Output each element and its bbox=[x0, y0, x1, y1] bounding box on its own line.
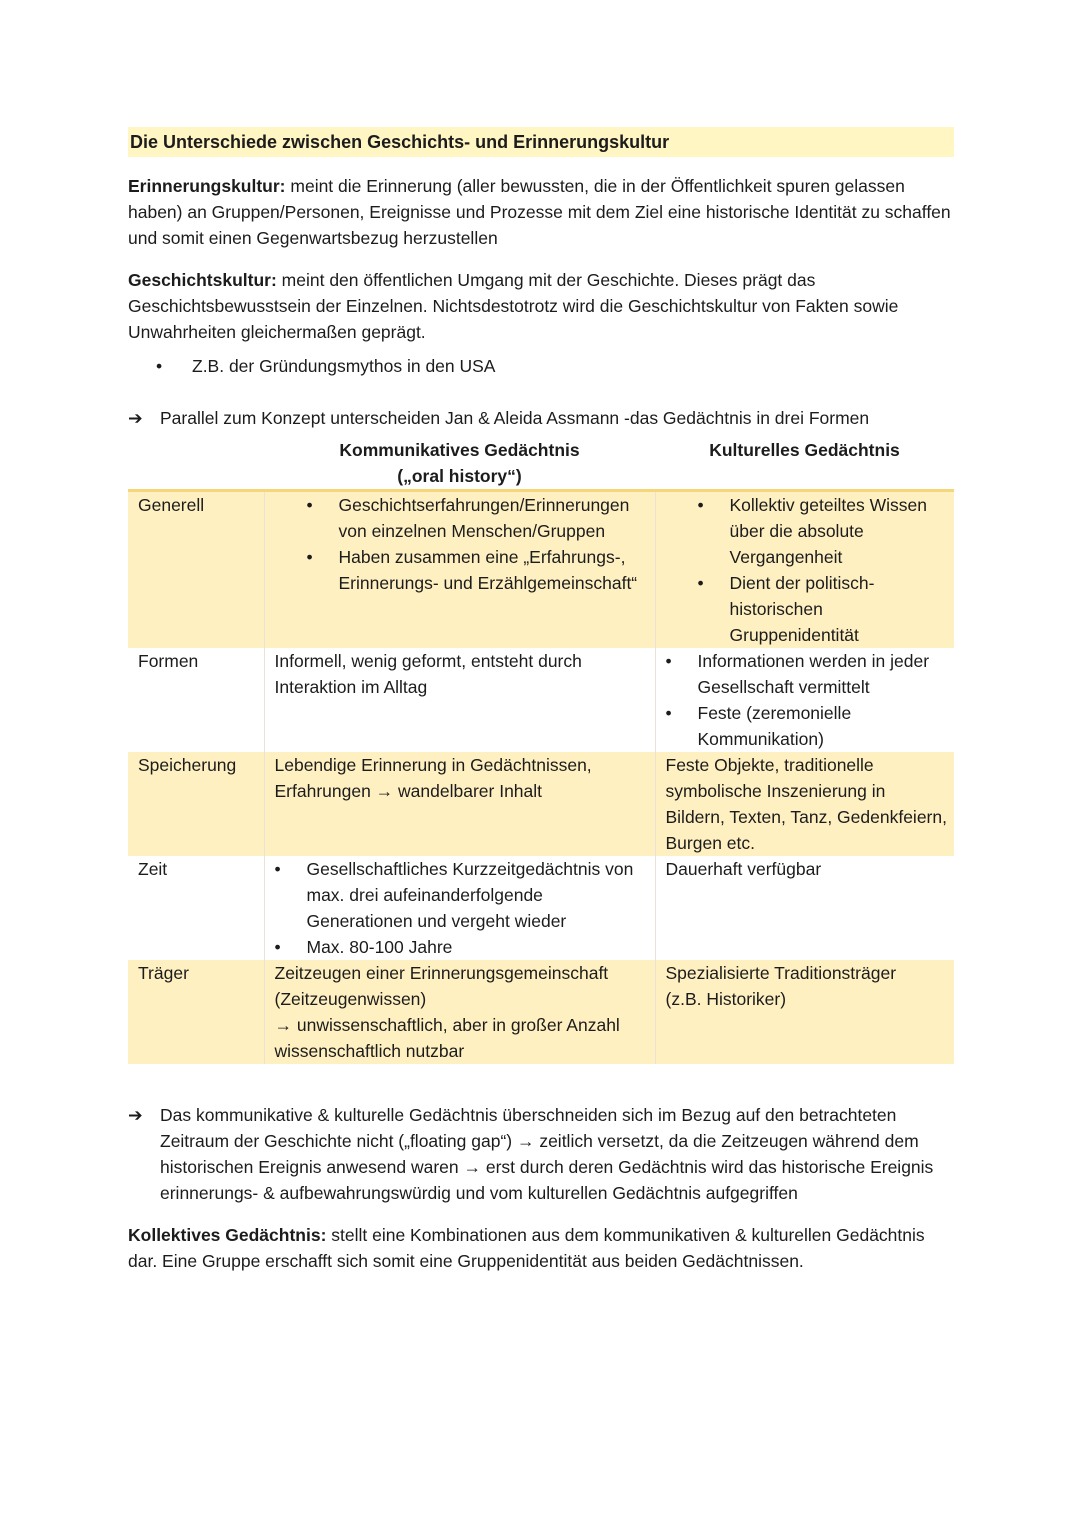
cell-kommunikativ-traeger bbox=[264, 960, 655, 1064]
list-item: • Gesellschaftliches Kurzzeitgedächtnis von max. drei aufeinanderfolgende Generationen und vergeht wieder bbox=[275, 856, 649, 934]
list-item: • Geschichtserfahrungen/Erinnerungen von einzelnen Menschen/Gruppen bbox=[307, 492, 649, 544]
geschichtskultur-paragraph bbox=[128, 267, 954, 345]
table-row bbox=[128, 856, 954, 960]
header-kommunikativ-title: Kommunikatives Gedächtnis bbox=[339, 440, 580, 460]
geschichtskultur-term: Geschichtskultur: bbox=[128, 270, 277, 290]
kollektiv-paragraph bbox=[128, 1222, 954, 1274]
cell-kommunikativ-formen: Informell, wenig geformt, entsteht durch Interaktion im Alltag bbox=[264, 648, 655, 752]
row-label-traeger: Träger bbox=[128, 960, 264, 1064]
table-row bbox=[128, 648, 954, 752]
cell-kulturell-generell bbox=[655, 491, 954, 649]
cell-kulturell-formen bbox=[655, 648, 954, 752]
header-empty bbox=[128, 437, 264, 491]
table-row bbox=[128, 960, 954, 1064]
erinnerungskultur-text: meint die Erinnerung (aller bewussten, die in der Öffentlichkeit spuren gelassen haben) an Gruppen/Personen, Ereignisse und Prozesse mit dem Ziel eine historische Identität zu schaffen und somit einen Gegenwartsbezug herzustellen bbox=[128, 176, 951, 248]
cell-kommunikativ-speicherung: Lebendige Erinnerung in Gedächtnissen, Erfahrungen → wandelbarer Inhalt bbox=[264, 752, 655, 856]
kollektiv-text: stellt eine Kombinationen aus dem kommunikativen & kulturellen Gedächtnis dar. Eine Gruppe erschafft sich somit eine Gruppenidentität aus beiden Gedächtnissen. bbox=[128, 1225, 925, 1271]
list-item: • Feste (zeremonielle Kommunikation) bbox=[666, 700, 949, 752]
example-bullet bbox=[128, 353, 954, 379]
arrow-outro-text: Das kommunikative & kulturelle Gedächtnis überschneiden sich im Bezug auf den betrachteten Zeitraum der Geschichte nicht („floating gap“) → zeitlich versetzt, da die Zeitzeugen während dem historischen Ereignis anwesend waren → erst durch deren Gedächtnis wird das historische Ereignis erinnerungs- & aufbewahrungswürdig und vom kulturellen Gedächtnis aufgegriffen bbox=[160, 1105, 934, 1203]
kollektiv-term: Kollektives Gedächtnis: bbox=[128, 1225, 327, 1245]
cell-kommunikativ-zeit bbox=[264, 856, 655, 960]
traeger-c-line1: Spezialisierte Traditionsträger bbox=[665, 963, 897, 983]
traeger-c-line2: (z.B. Historiker) bbox=[665, 989, 787, 1009]
comparison-table bbox=[128, 437, 954, 1064]
arrow-right-icon: ➔ bbox=[128, 1105, 143, 1125]
row-label-generell: Generell bbox=[128, 491, 264, 649]
erinnerungskultur-paragraph bbox=[128, 173, 954, 251]
header-kommunikativ bbox=[264, 437, 655, 491]
cell-kulturell-traeger bbox=[655, 960, 954, 1064]
row-label-speicherung: Speicherung bbox=[128, 752, 264, 856]
header-kulturell: Kulturelles Gedächtnis bbox=[709, 440, 900, 460]
traeger-k-line2: → unwissenschaftlich, aber in großer Anzahl wissenschaftlich nutzbar bbox=[274, 1015, 620, 1061]
table-row bbox=[128, 491, 954, 649]
traeger-k-line1: Zeitzeugen einer Erinnerungsgemeinschaft (Zeitzeugenwissen) bbox=[274, 963, 609, 1009]
bullet-icon: • bbox=[156, 356, 163, 376]
geschichtskultur-text: meint den öffentlichen Umgang mit der Geschichte. Dieses prägt das Geschichtsbewusstsein der Einzelnen. Nichtsdestotrotz wird die Geschichtskultur von Fakten sowie Unwahrheiten gleichermaßen geprägt. bbox=[128, 270, 899, 342]
cell-kulturell-zeit: Dauerhaft verfügbar bbox=[665, 859, 822, 879]
document-page bbox=[128, 127, 954, 1274]
table-header-row bbox=[128, 437, 954, 491]
row-label-formen: Formen bbox=[128, 648, 264, 752]
table-row bbox=[128, 752, 954, 856]
row-label-zeit: Zeit bbox=[128, 856, 264, 960]
arrow-right-icon: ➔ bbox=[128, 408, 143, 428]
list-item: • Haben zusammen eine „Erfahrungs-, Erinnerungs- und Erzählgemeinschaft“ bbox=[307, 544, 649, 596]
page-title: Die Unterschiede zwischen Geschichts- und Erinnerungskultur bbox=[128, 127, 954, 157]
erinnerungskultur-term: Erinnerungskultur: bbox=[128, 176, 286, 196]
example-text: Z.B. der Gründungsmythos in den USA bbox=[192, 356, 496, 376]
cell-kulturell-speicherung: Feste Objekte, traditionelle symbolische Inszenierung in Bildern, Texten, Tanz, Gedenkfeiern, Burgen etc. bbox=[655, 752, 954, 856]
list-item: • Max. 80-100 Jahre bbox=[275, 934, 649, 960]
cell-kommunikativ-generell bbox=[264, 491, 655, 649]
list-item: • Informationen werden in jeder Gesellschaft vermittelt bbox=[666, 648, 949, 700]
header-kommunikativ-subtitle: („oral history“) bbox=[397, 466, 522, 486]
arrow-outro bbox=[128, 1102, 954, 1206]
list-item: • Dient der politisch-historischen Gruppenidentität bbox=[698, 570, 949, 648]
arrow-intro-text: Parallel zum Konzept unterscheiden Jan & Aleida Assmann -das Gedächtnis in drei Formen bbox=[160, 408, 870, 428]
arrow-intro bbox=[128, 405, 954, 431]
list-item: • Kollektiv geteiltes Wissen über die absolute Vergangenheit bbox=[698, 492, 949, 570]
